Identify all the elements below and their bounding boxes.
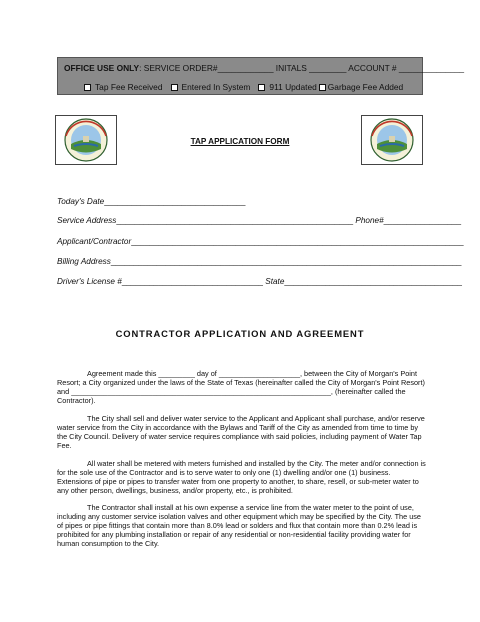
field-service-address[interactable]: Service Address____________________________________________________ Phone#_________________ [57,216,462,225]
checkbox-icon[interactable] [84,84,91,91]
agreement-title: CONTRACTOR APPLICATION AND AGREEMENT [115,328,365,339]
form-title: TAP APPLICATION FORM [190,137,290,146]
checkbox-icon[interactable] [171,84,178,91]
agreement-paragraph: All water shall be metered with meters furnished and installed by the City. The meter and/or connection is for the sole use of the Contractor and is to serve water to only one (1) dwelling and/or one (1) business. Extensions of pipe or pipes to transfer water from one property to another, to share, resell, or sub-meter water to any other person, dwellings, business, and/or property, etc., is prohibited. [57,459,426,495]
check-911-updated[interactable]: 911 Updated [258,82,316,92]
office-use-box [57,57,465,95]
agreement-paragraph: The City shall sell and deliver water service to the Applicant and Applicant shall purchase, and/or reserve water service from the City in accordance with the Bylaws and Tariff of the City as amended from time to time by the City Council. Delivery of water service requires compliance with said policies, including payment of Water Tap Fee. [57,414,425,450]
check-tap-fee[interactable]: Tap Fee Received [84,82,163,92]
field-drivers-license[interactable]: Driver's License #_______________________________ State_______________________________________ [57,277,462,286]
agreement-paragraph: Agreement made this _________ day of ____________________, between the City of Morgan's Point Resort; a City organized under the laws of the State of Texas (hereinafter called the City of Morgan's Point Resort) and ________________________________________________________________, (hereinafter called the Contractor). [57,369,425,405]
check-entered-system[interactable]: Entered In System [171,82,251,92]
office-use-fields: : SERVICE ORDER#____________ INITALS ________ ACCOUNT # ______________ [139,63,465,73]
field-billing-address[interactable]: Billing Address_____________________________________________________________________________ [57,257,462,266]
agreement-paragraph: The Contractor shall install at his own expense a service line from the water meter to the point of use, including any customer service isolation valves and other equipment which may be specified by the City. The use of pipes or pipe fittings that contain more than 8.0% lead or solders and flux that contain more than 0.2% lead is prohibited for any plumbing installation or repair of any residential or non-residential facility providing water for human consumption to the City. [57,503,421,548]
office-use-header [64,63,464,73]
field-applicant-contractor[interactable]: Applicant/Contractor_________________________________________________________________________ [57,237,464,246]
checkbox-icon[interactable] [258,84,265,91]
office-use-label: OFFICE USE ONLY [64,63,140,73]
checkbox-icon[interactable] [319,84,326,91]
field-todays-date[interactable]: Today's Date_______________________________ [57,197,246,206]
office-use-checkboxes [84,82,411,92]
check-garbage-fee[interactable]: Garbage Fee Added [319,82,403,92]
